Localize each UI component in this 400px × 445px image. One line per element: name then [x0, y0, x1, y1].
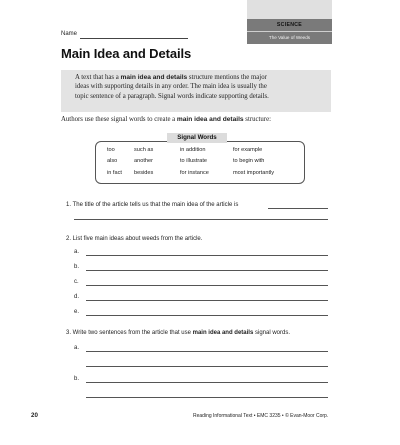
subject-tab-top: [247, 0, 332, 19]
signal-words-heading: Signal Words: [167, 133, 227, 143]
subject-label: SCIENCE: [276, 22, 303, 28]
q3-answer-line[interactable]: [86, 382, 328, 383]
question-3: 3. Write two sentences from the article that use main idea and details signal words.: [66, 330, 290, 336]
name-line[interactable]: [80, 38, 188, 39]
unit-label: The Value of Weeds: [268, 35, 311, 40]
subject-tab: [247, 0, 332, 44]
intro-text: Authors use these signal words to create a main idea and details structure:: [61, 116, 271, 123]
q2-letter: a.: [74, 249, 80, 255]
q2-letter: e.: [74, 309, 80, 315]
q2-letter: b.: [74, 264, 80, 270]
q3-answer-line[interactable]: [86, 351, 328, 352]
question-2: 2. List five main ideas about weeds from the article.: [66, 236, 203, 242]
q2-answer-line[interactable]: [86, 300, 328, 301]
signal-word: for instance: [180, 170, 209, 176]
signal-word: also: [107, 158, 118, 164]
signal-word: in fact: [107, 170, 122, 176]
signal-words-box: [95, 141, 305, 184]
signal-word: too: [107, 147, 115, 153]
answer-line-q1-a[interactable]: [268, 208, 328, 209]
q2-answer-line[interactable]: [86, 315, 328, 316]
q3-letter: b.: [74, 376, 80, 382]
signal-word: for example: [233, 147, 263, 153]
definition-bold-term: main idea and details: [120, 74, 188, 81]
answer-line-q1-b[interactable]: [74, 219, 328, 220]
signal-word: such as: [134, 147, 154, 153]
signal-word: in addition: [180, 147, 206, 153]
q2-answer-line[interactable]: [86, 255, 328, 256]
definition-box: [61, 70, 331, 112]
q3-answer-line[interactable]: [86, 397, 328, 398]
q2-answer-line[interactable]: [86, 270, 328, 271]
footer-credit: Reading Informational Text • EMC 3235 • © Evan-Moor Corp.: [193, 413, 329, 419]
question-3-bold-term: main idea and details: [192, 330, 254, 336]
q3-letter: a.: [74, 345, 80, 351]
page-number: 20: [31, 412, 38, 419]
signal-word: most importantly: [233, 170, 275, 176]
page-title: Main Idea and Details: [61, 46, 192, 61]
q2-answer-line[interactable]: [86, 285, 328, 286]
q2-letter: c.: [74, 279, 79, 285]
name-label: Name: [61, 31, 78, 37]
q3-answer-line[interactable]: [86, 366, 328, 367]
signal-word: besides: [134, 170, 154, 176]
q2-letter: d.: [74, 294, 80, 300]
intro-bold-term: main idea and details: [176, 116, 244, 123]
signal-word: to illustrate: [180, 158, 208, 164]
signal-word: another: [134, 158, 153, 164]
question-1: 1. The title of the article tells us that the main idea of the article is: [66, 202, 239, 208]
signal-word: to begin with: [233, 158, 265, 164]
definition-text: A text that has a main idea and details structure mentions the major ideas with supporting details in any order. The main idea is usually the topic sentence of a paragraph. Signal words indicate supporting details.: [75, 74, 269, 100]
subject-tab-divider: [247, 31, 332, 32]
